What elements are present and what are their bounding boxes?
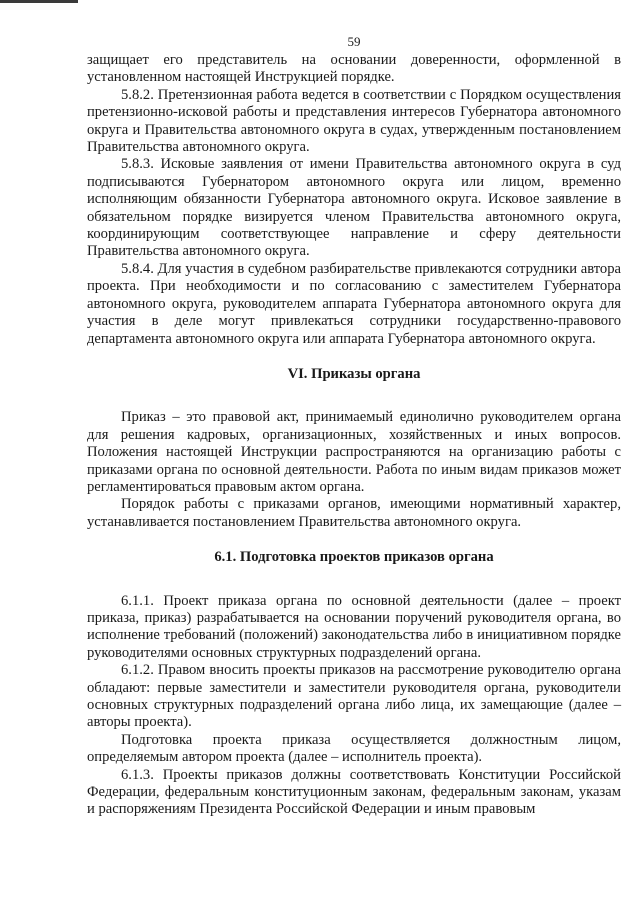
- spacer: [87, 348, 621, 366]
- section-heading: VI. Приказы органа: [287, 365, 421, 382]
- subsection-heading: 6.1. Подготовка проектов приказов органа: [214, 549, 494, 566]
- paragraph-order-definition: Приказ – это правовой акт, принимаемый единолично руководителем органа для решения кадровых, организационных, хозяйственных и иных вопросов. Положения настоящей Инструкции распространяются на организацию работы с приказами органа по основной деятельности. Работа по иным видам приказов может регламентироваться правовым актом органа.: [87, 409, 621, 495]
- paragraph-6-1-2: 6.1.2. Правом вносить проекты приказов на рассмотрение руководителю органа обладают: первые заместители и заместители руководителя органа, руководители основных структурных подразделений органа либо лица, их замещающие (далее – авторы проекта).: [87, 662, 621, 731]
- document-body: [87, 52, 621, 819]
- paragraph-project-preparation: Подготовка проекта приказа осуществляется должностным лицом, определяемым автором проекта (далее – исполнитель проекта).: [87, 731, 621, 766]
- paragraph-normative-orders: Порядок работы с приказами органов, имеющими нормативный характер, устанавливается постановлением Правительства автономного округа.: [87, 496, 621, 530]
- paragraph-continuation: защищает его представитель на основании доверенности, оформленной в установленном настоящей Инструкцией порядке.: [87, 52, 621, 86]
- spacer: [87, 531, 621, 549]
- spacer: [87, 567, 621, 593]
- page-number: 59: [347, 34, 361, 49]
- paragraph-6-1-1: 6.1.1. Проект приказа органа по основной деятельности (далее – проект приказа, приказ) разрабатывается на основании поручений руководителя органа, во исполнение требований (положений) законодательства либо в инициативном порядке руководителями основных структурных подразделений органа.: [87, 592, 621, 661]
- paragraph-5-8-3: 5.8.3. Исковые заявления от имени Правительства автономного округа в суд подписываются Губернатором автономного округа или лицом, временно исполняющим обязанности Губернатора автономного округа. Исковое заявление в обязательном порядке визируется членом Правительства автономного округа, координирующим соответствующее направление и сферу деятельности Правительства автономного округа.: [87, 156, 621, 260]
- paragraph-6-1-3: 6.1.3. Проекты приказов должны соответствовать Конституции Российской Федерации, федеральным конституционным законам, федеральным законам, указам и распоряжениям Президента Российской Федерации и иным правовым: [87, 766, 621, 818]
- scan-corner-mark: [0, 0, 78, 3]
- paragraph-5-8-2: 5.8.2. Претензионная работа ведется в соответствии с Порядком осуществления претензионно-исковой работы и представления интересов Губернатора автономного округа и Правительства автономного округа в судах, утвержденным постановлением Правительства автономного округа.: [87, 86, 621, 156]
- spacer: [87, 383, 621, 409]
- paragraph-5-8-4: 5.8.4. Для участия в судебном разбирательстве привлекаются сотрудники автора проекта. При необходимости и по согласованию с заместителем Губернатора автономного округа, руководителем аппарата Губернатора автономного округа для участия в деле могут привлекаться сотрудники государственно-правового департамента автономного округа или аппарата Губернатора автономного округа.: [87, 260, 621, 347]
